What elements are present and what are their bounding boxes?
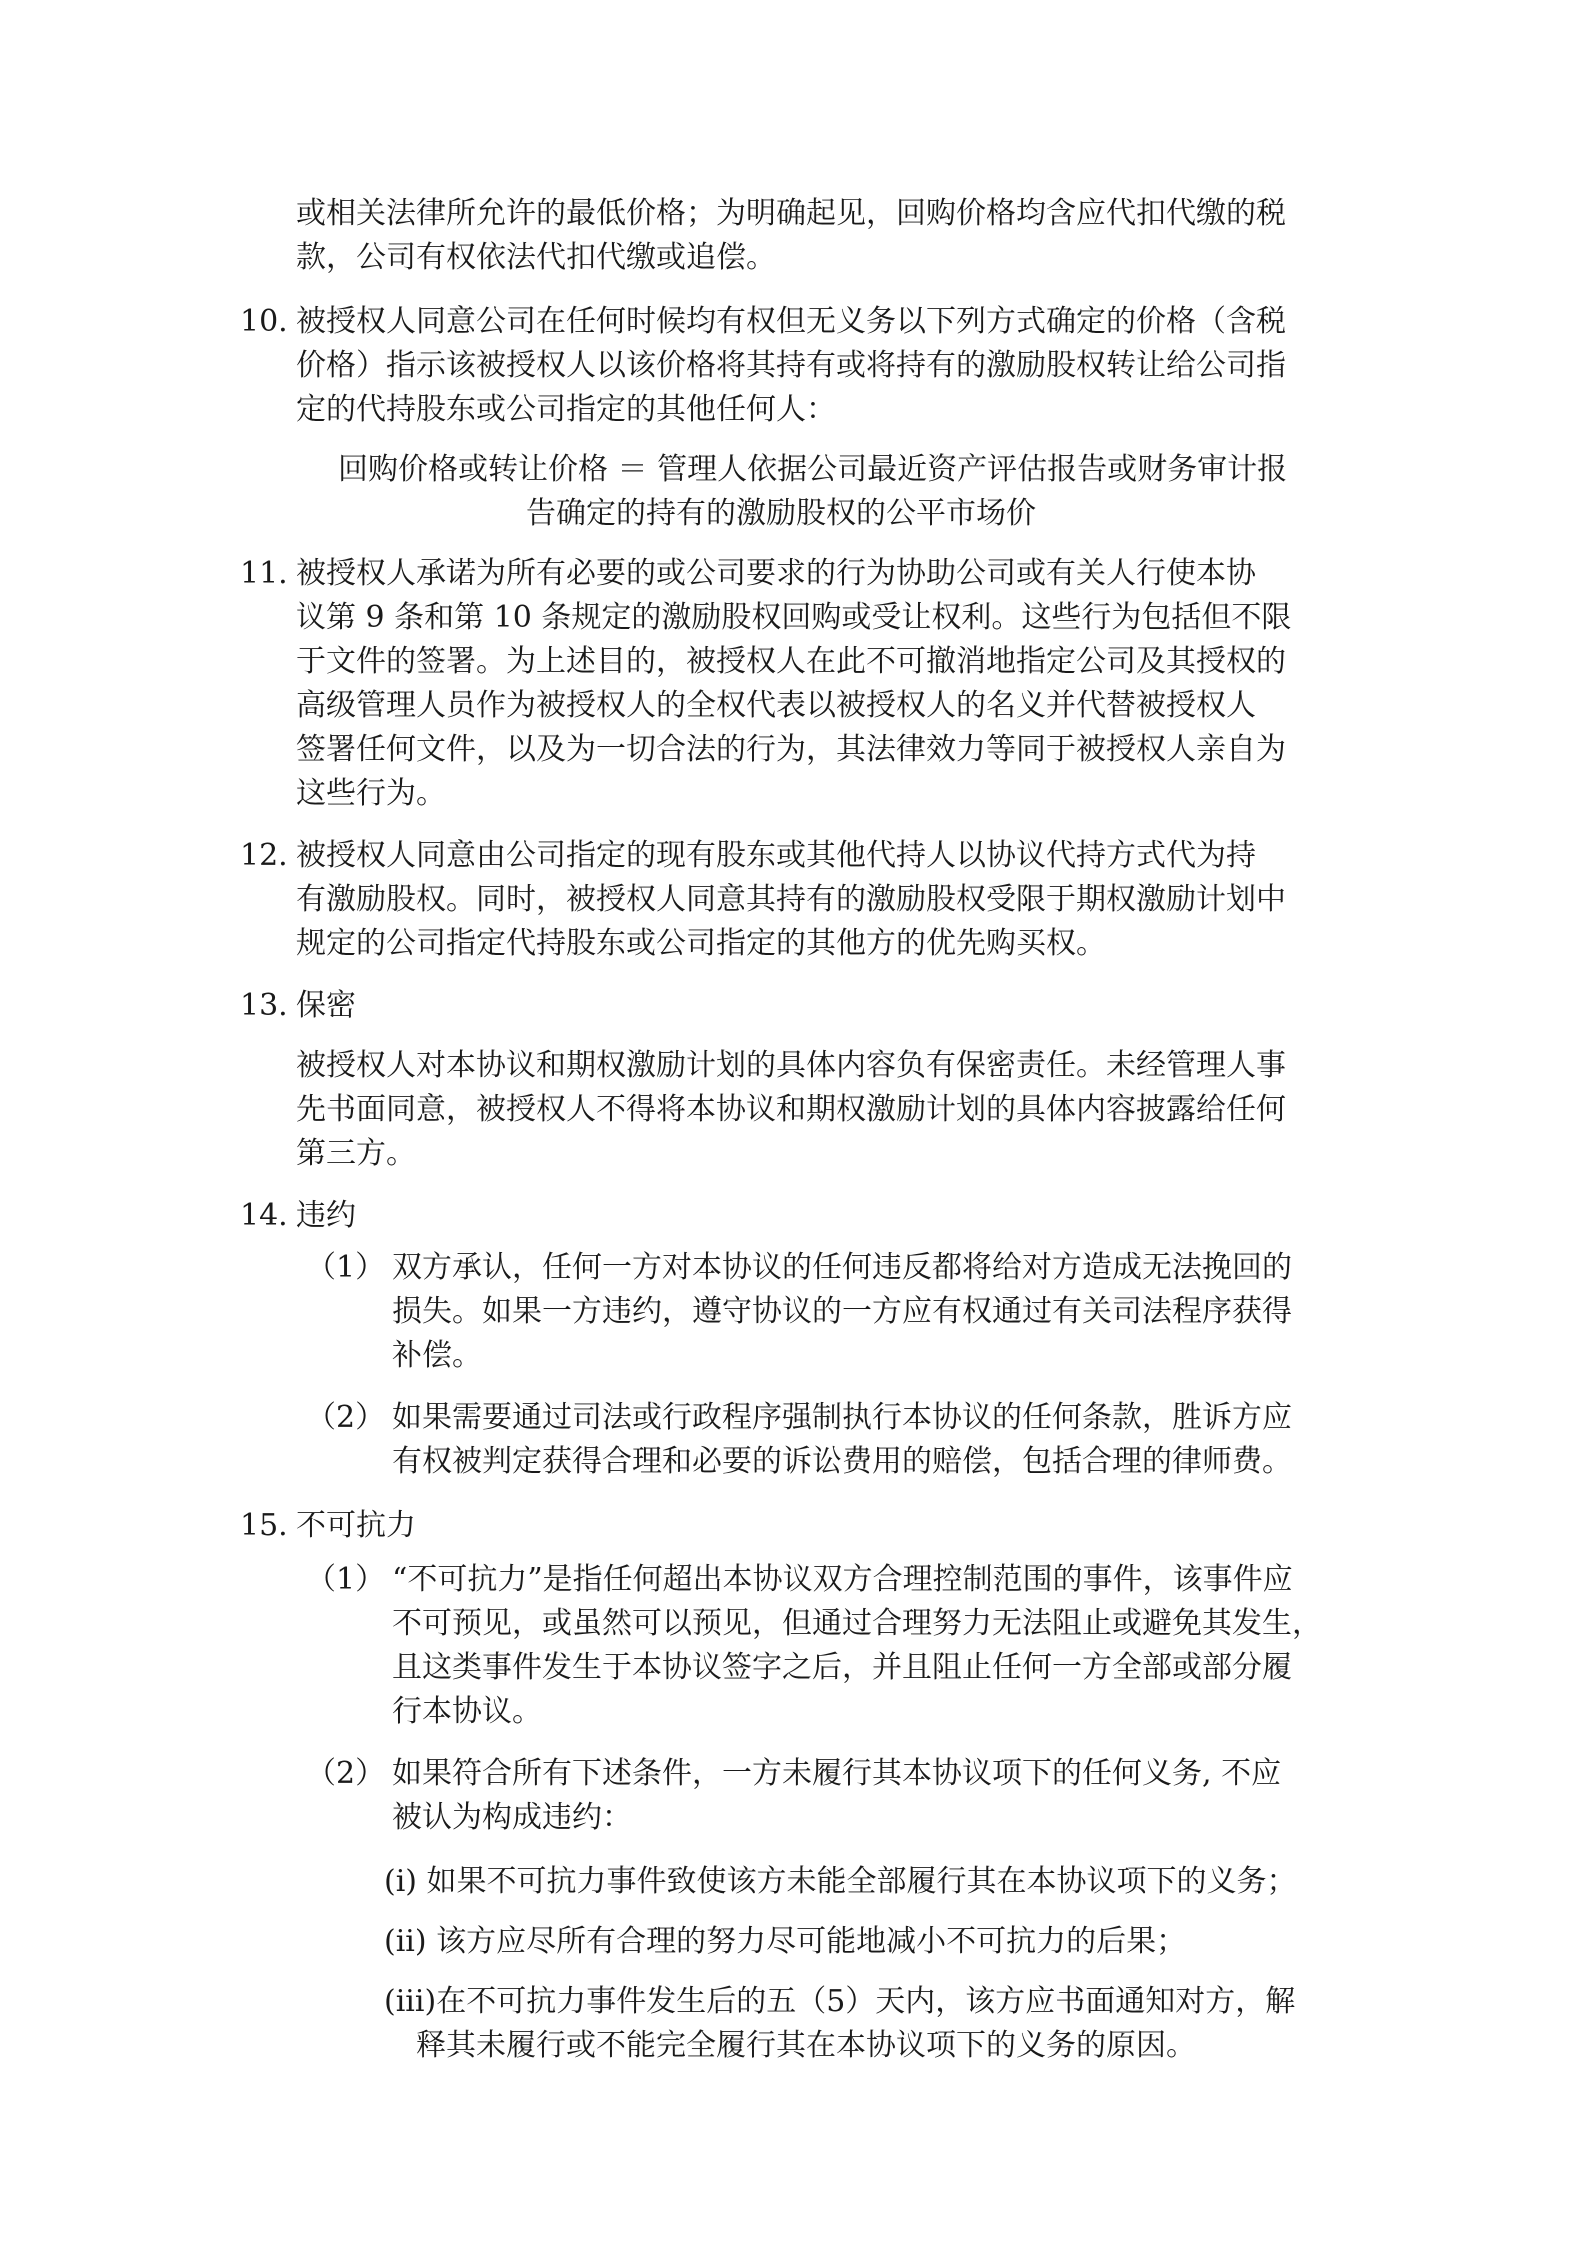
text-line: 定的代持股东或公司指定的其他任何人： [296,392,836,427]
list-item-continuation: 释其未履行或不能完全履行其在本协议项下的义务的原因。 [416,2028,1196,2063]
subclause-number: （1） [306,1562,386,1597]
text-line: 签署任何文件，以及为一切合法的行为，其法律效力等同于被授权人亲自为 [296,732,1286,767]
text-line: “不可抗力”是指任何超出本协议双方合理控制范围的事件，该事件应 [392,1562,1293,1597]
subclause-number: （2） [306,1756,386,1791]
text-line: 被授权人同意公司在任何时候均有权但无义务以下列方式确定的价格（含税 [296,304,1286,339]
text-line: 被授权人对本协议和期权激励计划的具体内容负有保密责任。未经管理人事 [296,1048,1286,1083]
text-line: 这些行为。 [296,776,446,811]
text-line: 且这类事件发生于本协议签字之后，并且阻止任何一方全部或部分履 [392,1650,1292,1685]
text-line: 被认为构成违约： [392,1800,632,1835]
formula-line: 回购价格或转让价格 ＝ 管理人依据公司最近资产评估报告或财务审计报 [338,452,1288,487]
text-line: 价格）指示该被授权人以该价格将其持有或将持有的激励股权转让给公司指 [296,348,1286,383]
text-line: 如果符合所有下述条件，一方未履行其本协议项下的任何义务, 不应 [392,1756,1282,1791]
text-line: 于文件的签署。为上述目的，被授权人在此不可撤消地指定公司及其授权的 [296,644,1286,679]
list-item: (ii) 该方应尽所有合理的努力尽可能地减小不可抗力的后果； [384,1924,1187,1959]
text-line: 如果需要通过司法或行政程序强制执行本协议的任何条款，胜诉方应 [392,1400,1292,1435]
text-line: 有激励股权。同时，被授权人同意其持有的激励股权受限于期权激励计划中 [296,882,1286,917]
text-line: 规定的公司指定代持股东或公司指定的其他方的优先购买权。 [296,926,1106,961]
text-line: 不可预见，或虽然可以预见，但通过合理努力无法阻止或避免其发生， [392,1606,1322,1641]
subclause-number: （1） [306,1250,386,1285]
list-item: (i) 如果不可抗力事件致使该方未能全部履行其在本协议项下的义务； [384,1864,1297,1899]
clause-number: 11. [240,556,288,591]
text-line: 议第 9 条和第 10 条规定的激励股权回购或受让权利。这些行为包括但不限 [296,600,1292,635]
text-line: 行本协议。 [392,1694,542,1729]
text-line: 款，公司有权依法代扣代缴或追偿。 [296,240,776,275]
text-line: 第三方。 [296,1136,416,1171]
clause-number: 14. [240,1198,288,1233]
text-line: 被授权人同意由公司指定的现有股东或其他代持人以协议代持方式代为持 [296,838,1256,873]
text-line: 或相关法律所允许的最低价格；为明确起见，回购价格均含应代扣代缴的税 [296,196,1286,231]
clause-number: 12. [240,838,288,873]
text-line: 补偿。 [392,1338,482,1373]
clause-title: 不可抗力 [296,1508,416,1543]
text-line: 先书面同意，被授权人不得将本协议和期权激励计划的具体内容披露给任何 [296,1092,1286,1127]
clause-number: 13. [240,988,288,1023]
text-line: 被授权人承诺为所有必要的或公司要求的行为协助公司或有关人行使本协 [296,556,1256,591]
clause-number: 15. [240,1508,288,1543]
text-line: 损失。如果一方违约，遵守协议的一方应有权通过有关司法程序获得 [392,1294,1292,1329]
clause-title: 保密 [296,988,356,1023]
text-line: 高级管理人员作为被授权人的全权代表以被授权人的名义并代替被授权人 [296,688,1256,723]
text-line: 双方承认，任何一方对本协议的任何违反都将给对方造成无法挽回的 [392,1250,1292,1285]
clause-number: 10. [240,304,288,339]
text-line: 有权被判定获得合理和必要的诉讼费用的赔偿，包括合理的律师费。 [392,1444,1292,1479]
subclause-number: （2） [306,1400,386,1435]
formula-line: 告确定的持有的激励股权的公平市场价 [526,496,1036,531]
clause-title: 违约 [296,1198,356,1233]
list-item: (iii)在不可抗力事件发生后的五（5）天内，该方应书面通知对方，解 [384,1984,1296,2019]
